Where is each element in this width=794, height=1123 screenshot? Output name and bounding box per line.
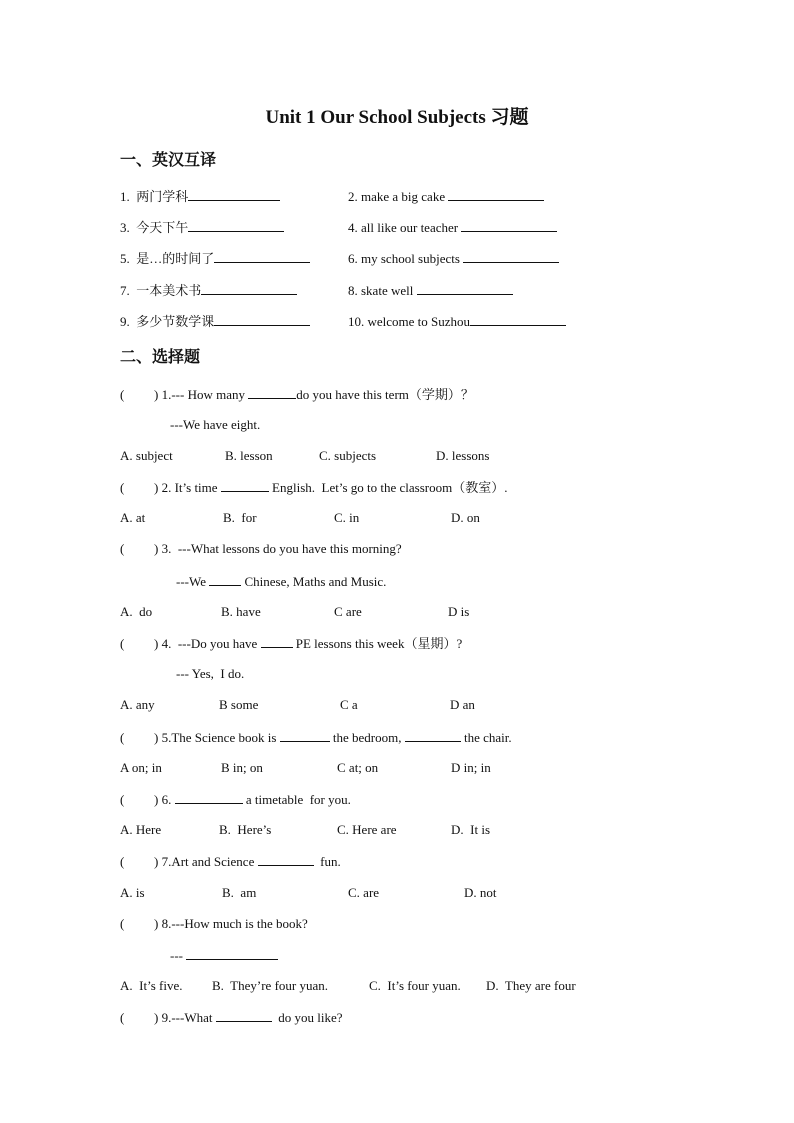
answer-blank[interactable]: [417, 282, 513, 295]
section-heading-choice: 二、选择题: [120, 347, 201, 366]
answer-paren[interactable]: (: [120, 636, 125, 651]
option[interactable]: B some: [219, 697, 259, 712]
translation-item-9: [120, 313, 310, 330]
question-text: ) 7.Art and Science: [154, 854, 258, 869]
option[interactable]: A. any: [120, 697, 155, 712]
answer-blank[interactable]: [261, 635, 293, 648]
question-text: PE lessons this week（星期）?: [292, 636, 463, 651]
option[interactable]: D. not: [464, 885, 497, 900]
option[interactable]: D an: [450, 697, 475, 712]
translation-item-8: [348, 282, 513, 299]
option[interactable]: D. They are four: [486, 978, 576, 993]
answer-blank[interactable]: [221, 479, 269, 492]
answer-blank[interactable]: [188, 188, 280, 201]
option[interactable]: D. It is: [451, 822, 490, 837]
question-text: ) 6.: [154, 792, 175, 807]
answer-paren[interactable]: (: [120, 730, 125, 745]
translation-item-5: [120, 250, 310, 267]
option[interactable]: D. on: [451, 510, 480, 525]
question-text: ) 1.--- How many: [154, 387, 249, 402]
question-text: ) 4. ---Do you have: [154, 636, 261, 651]
question-text: ) 5.The Science book is: [154, 730, 280, 745]
option[interactable]: D is: [448, 604, 470, 619]
option[interactable]: A. Here: [120, 822, 162, 837]
answer-paren[interactable]: (: [120, 916, 125, 931]
question-text: ) 9.---What: [154, 1010, 216, 1025]
question-text: ) 8.---How much is the book?: [154, 916, 308, 931]
option[interactable]: B. Here’s: [219, 822, 272, 837]
translation-item-1: [120, 188, 280, 205]
option[interactable]: D. lessons: [436, 448, 490, 463]
answer-text: ---: [170, 948, 187, 963]
option[interactable]: B. They’re four yuan.: [212, 978, 329, 993]
item-text: 9. 多少节数学课: [120, 314, 215, 329]
question-1: [120, 386, 474, 403]
page-title: Unit 1 Our School Subjects 习题: [265, 107, 529, 128]
option[interactable]: C. in: [334, 510, 360, 525]
question-3: [120, 541, 402, 557]
item-text: 10. welcome to Suzhou: [348, 314, 471, 329]
item-text: 8. skate well: [348, 283, 417, 298]
option[interactable]: C. subjects: [319, 448, 377, 463]
question-text: ) 2. It’s time: [154, 480, 221, 495]
option[interactable]: B. have: [221, 604, 261, 619]
question-text: do you have this term（学期）？: [296, 387, 474, 402]
question-text: English. Let’s go to the classroom（教室）.: [268, 480, 508, 495]
option[interactable]: A. subject: [120, 448, 173, 463]
answer-text: Chinese, Maths and Music.: [241, 574, 387, 589]
option[interactable]: A. It’s five.: [120, 978, 183, 993]
answer-blank[interactable]: [201, 282, 297, 295]
option[interactable]: A. at: [120, 510, 146, 525]
translation-item-3: [120, 219, 284, 236]
answer-blank[interactable]: [258, 853, 314, 866]
question-1-answer: ---We have eight.: [170, 417, 261, 432]
answer-blank[interactable]: [248, 386, 296, 399]
item-text: 5. 是…的时间了: [120, 251, 215, 266]
option[interactable]: C. It’s four yuan.: [369, 978, 461, 993]
section-heading-translation: 一、英汉互译: [120, 150, 217, 169]
question-4-answer: --- Yes, I do.: [176, 666, 245, 681]
answer-blank[interactable]: [209, 573, 241, 586]
option[interactable]: B. lesson: [225, 448, 273, 463]
translation-item-10: [348, 313, 566, 330]
item-text: 2. make a big cake: [348, 189, 449, 204]
question-text: the bedroom,: [329, 730, 405, 745]
question-text: a timetable for you.: [242, 792, 351, 807]
option[interactable]: A on; in: [120, 760, 162, 775]
question-4: [120, 635, 462, 652]
translation-item-6: [348, 250, 559, 267]
answer-blank[interactable]: [214, 313, 310, 326]
question-3-answer: [176, 573, 386, 590]
item-text: 3. 今天下午: [120, 220, 189, 235]
item-text: 6. my school subjects: [348, 251, 464, 266]
option[interactable]: A. is: [120, 885, 145, 900]
answer-paren[interactable]: (: [120, 854, 125, 869]
item-text: 4. all like our teacher: [348, 220, 462, 235]
option[interactable]: C are: [334, 604, 362, 619]
answer-paren[interactable]: (: [120, 541, 125, 556]
answer-blank[interactable]: [461, 219, 557, 232]
answer-blank[interactable]: [216, 1009, 272, 1022]
answer-blank[interactable]: [448, 188, 544, 201]
question-text: fun.: [313, 854, 341, 869]
answer-paren[interactable]: (: [120, 1010, 125, 1025]
question-text: the chair.: [460, 730, 512, 745]
question-7: [120, 853, 341, 870]
option[interactable]: D in; in: [451, 760, 491, 775]
question-9: [120, 1009, 342, 1026]
translation-item-2: [348, 188, 544, 205]
option[interactable]: A. do: [120, 604, 153, 619]
question-8: [120, 916, 308, 932]
question-8-answer: [170, 947, 278, 964]
option[interactable]: B. for: [223, 510, 257, 525]
question-6: [120, 791, 351, 808]
answer-blank[interactable]: [463, 250, 559, 263]
question-text: ) 3. ---What lessons do you have this morning?: [154, 541, 402, 556]
option[interactable]: B. am: [222, 885, 257, 900]
question-5: [120, 729, 512, 746]
answer-blank[interactable]: [405, 729, 461, 742]
answer-text: ---We: [176, 574, 210, 589]
option[interactable]: C. Here are: [337, 822, 397, 837]
answer-paren[interactable]: (: [120, 480, 125, 495]
option[interactable]: C. are: [348, 885, 380, 900]
answer-paren[interactable]: (: [120, 792, 125, 807]
answer-blank[interactable]: [186, 947, 278, 960]
translation-item-4: [348, 219, 557, 236]
option[interactable]: C a: [340, 697, 358, 712]
answer-paren[interactable]: (: [120, 387, 125, 402]
answer-blank[interactable]: [188, 219, 284, 232]
question-text: do you like?: [271, 1010, 343, 1025]
translation-item-7: [120, 282, 297, 299]
question-2: [120, 479, 507, 496]
item-text: 1. 两门学科: [120, 189, 189, 204]
option[interactable]: C at; on: [337, 760, 379, 775]
answer-blank[interactable]: [175, 791, 243, 804]
option[interactable]: B in; on: [221, 760, 263, 775]
answer-blank[interactable]: [214, 250, 310, 263]
item-text: 7. 一本美术书: [120, 283, 202, 298]
answer-blank[interactable]: [280, 729, 330, 742]
answer-blank[interactable]: [470, 313, 566, 326]
